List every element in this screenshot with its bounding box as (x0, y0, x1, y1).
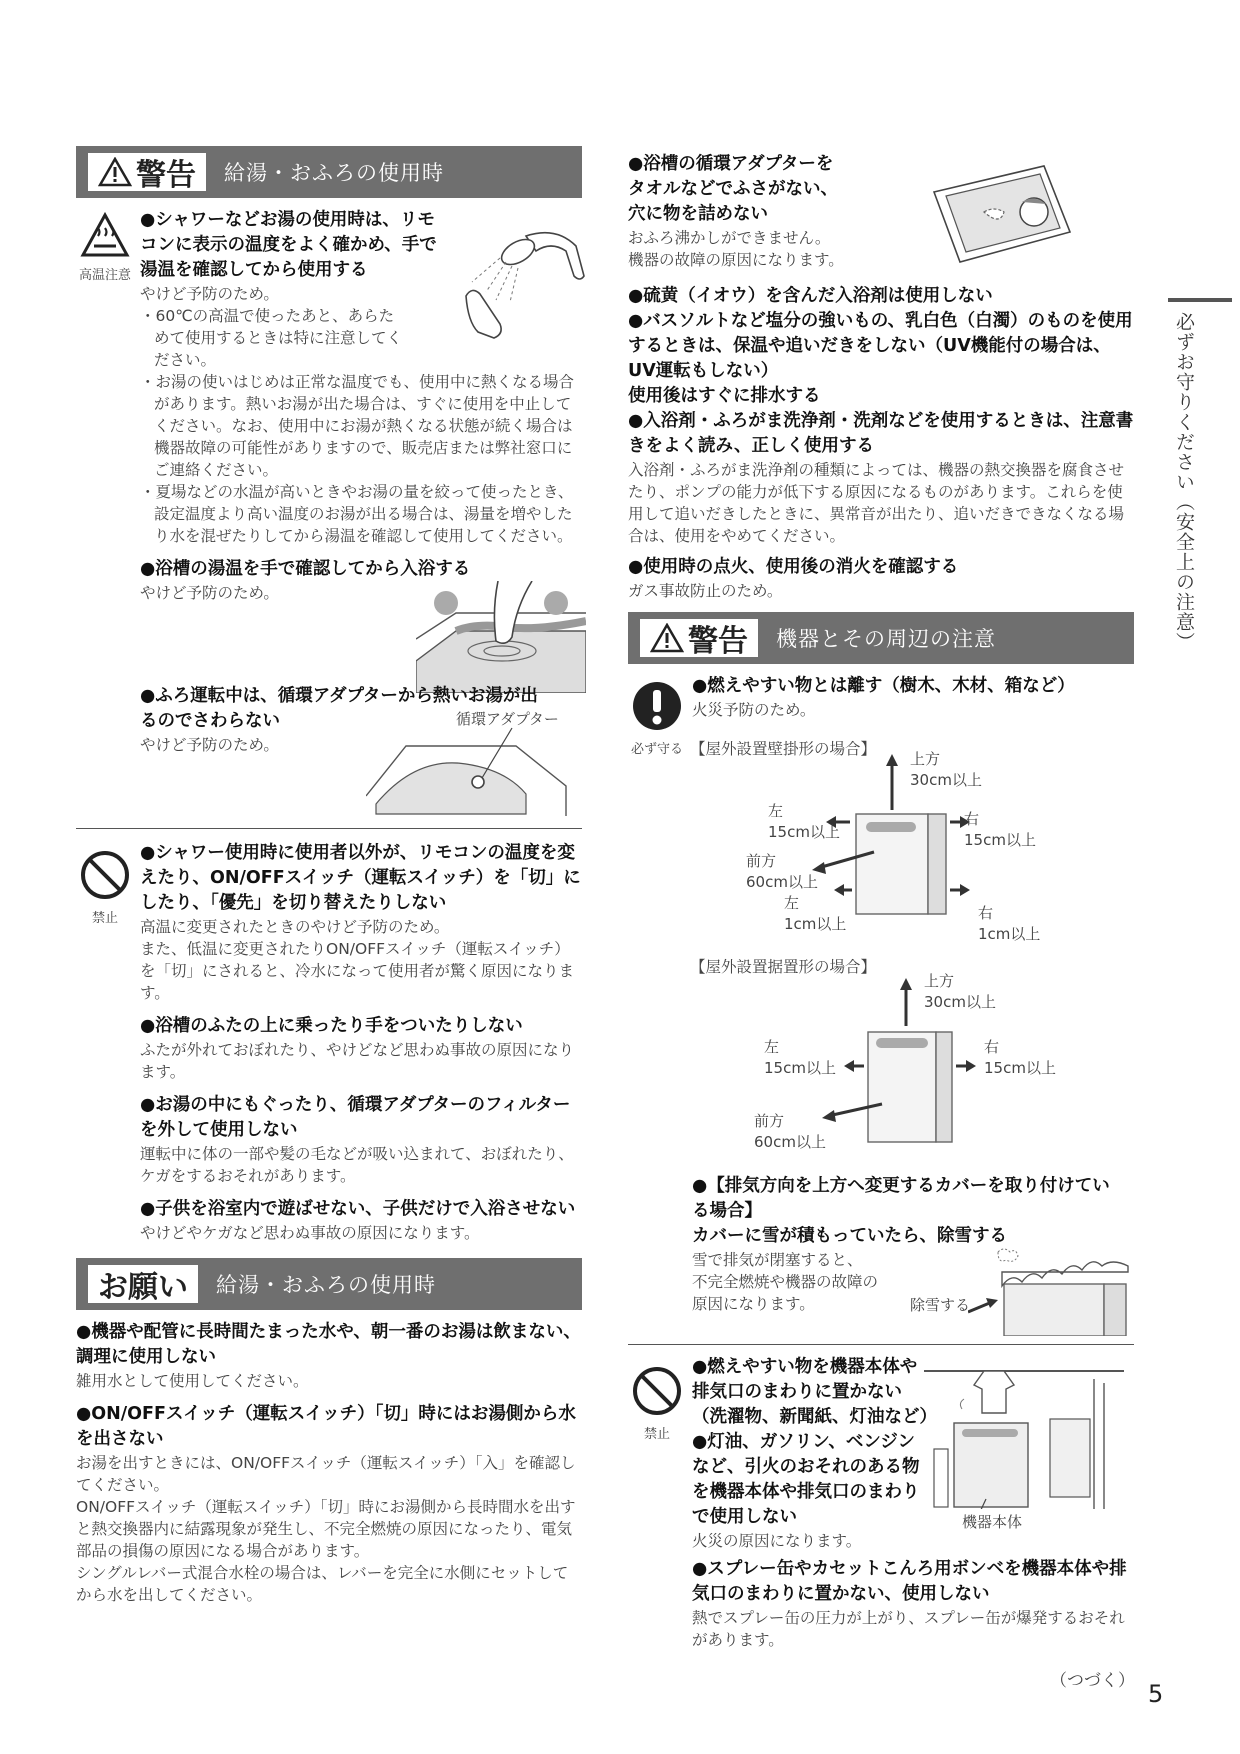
stand-right-label: 右 15cm以上 (984, 1038, 1056, 1077)
right-column (628, 152, 1134, 1651)
side-tab-bar (1168, 298, 1232, 302)
wall-caption: 【屋外設置壁掛形の場合】 (690, 740, 877, 758)
wall-front-label: 前方 60cm以上 (746, 852, 818, 891)
left-column (76, 146, 582, 1606)
mandatory-exclamation-icon (631, 680, 683, 732)
stand-front-label: 前方 60cm以上 (754, 1112, 826, 1151)
wall-left-bottom-label: 左 1cm以上 (784, 894, 847, 933)
warning-triangle-icon (650, 623, 684, 653)
warning-item-3: ●ふろ運転中は、循環アダプターから熱いお湯が出 るのでさわらない やけど予防のため。 循環アダプター (76, 684, 582, 814)
warning-tag-2: 警告 (640, 619, 758, 657)
snow-cover-illustration (968, 1246, 1138, 1336)
warning-header (76, 146, 582, 198)
laundry-near-unit-illustration (924, 1359, 1124, 1509)
section-divider-right (628, 1344, 1134, 1345)
stand-left-label: 左 15cm以上 (764, 1038, 836, 1077)
bullet-1: ・60℃の高温で使ったあと、あらた めて使用するときは特に注意してく ださい。 (140, 307, 403, 369)
hand-in-bath-illustration (416, 581, 586, 693)
request-tag: お願い (88, 1265, 198, 1303)
clearance-block: 必ず守る ●燃えやすい物とは離す（樹木、木材、箱など） 火災予防のため。 【屋外設置壁掛形の場合】 上方 30cm以上 左 15cm以上 右 15cm以上 前方 60cm以上 左 1cm以上 右 1cm以上 【屋外設置据置形の場合】 上方 30cm以上 左 15cm以上 右 15cm以上 前方 60cm以上 (628, 674, 1134, 1174)
warning-title-2: 機器とその周辺の注意 (776, 627, 996, 651)
stand-caption: 【屋外設置据置形の場合】 (690, 958, 877, 976)
prohibit-block-right: 禁止 ●燃えやすい物を機器本体や 排気口のまわりに置かない （洗濯物、新聞紙、灯油など） ●灯油、ガソリン、ベンジン など、引火のおそれのある物 を機器本体や排気口のまわり で使用しない 火災の原因になります。 機器本体 (628, 1355, 1134, 1551)
wall-right-bottom-label: 右 1cm以上 (978, 904, 1041, 943)
warning-header-2 (628, 612, 1134, 664)
prohibit-block: 禁止 ●シャワー使用時に使用者以外が、リモコンの温度を変えたり、ON/OFFスイッチ（運転スイッチ）を「切」にしたり、「優先」を切り替えたりしない 高温に変更されたときのやけど予防のため。 また、低温に変更されたりON/OFFスイッチ（運転スイッチ）を「切」にされると、冷水になって使用者が驚く原因になります。 ●浴槽のふたの上に乗ったり手をついたりしない ふたが外れておぼれたり、やけどなど思わぬ事故の原因になります。 ●お湯の中にもぐったり、循環アダプターのフィルターを外して使用しない 運転中に体の一部や髪の毛などが吸い込まれて、おぼれたり、ケガをするおそれがあります。 ●子供を浴室内で遊ばせない、子供だけで入浴させない やけどやケガなど思わぬ事故の原因になります。 (76, 841, 582, 1244)
request-items: ●機器や配管に長時間たまった水や、朝一番のお湯は飲まない、調理に使用しない 雑用水として使用してください。 ●ON/OFFスイッチ（運転スイッチ）「切」時にはお湯側から水を出さない お湯を出すときには、ON/OFFスイッチ（運転スイッチ）「入」を確認してください。 ON/OFFスイッチ（運転スイッチ）「切」時にお湯側から長時間水を出すと熱交換器内に結露現象が発生し、不完全燃焼の原因になったり、電気部品の損傷の原因になる場合があります。 シングルレバー式混合水栓の場合は、レバーを完全に水側にセットしてから水を出してください。 (76, 1322, 581, 1604)
prohibit-symbol: 禁止 (76, 849, 134, 926)
warning-title: 給湯・おふろの使用時 (224, 161, 444, 185)
high-temp-caution-icon (80, 212, 130, 258)
right-item-3: ●使用時の点火、使用後の消火を確認する ガス事故防止のため。 (628, 557, 959, 600)
request-title: 給湯・おふろの使用時 (216, 1273, 436, 1297)
request-header (76, 1258, 582, 1310)
adapter-label: 循環アダプター (456, 710, 559, 728)
warning-tag: 警告 (88, 153, 206, 191)
spray-item: ●スプレー缶やカセットこんろ用ボンベを機器本体や排気口のまわりに置かない、使用しない 熱でスプレー缶の圧力が上がり、スプレー缶が爆発するおそれがあります。 (692, 1559, 1127, 1649)
bathtub-adapter-illustration (366, 726, 586, 816)
snow-item: ●【排気方向を上方へ変更するカバーを取り付けてい る場合】 カバーに雪が積もっていたら、除雪する 雪で排気が閉塞すると、 不完全燃焼や機器の故障の 原因になります。 除雪する (628, 1174, 1134, 1336)
page-number: 5 (1148, 1680, 1164, 1708)
bullet-3: ・夏場などの水温が高いときやお湯の量を絞って使ったとき、設定温度より高い温度のお湯が出る場合は、湯量を増やしたり水を混ぜたりしてから湯温を確認して使用してください。 (140, 483, 574, 545)
must-symbol: 必ず守る (628, 680, 686, 757)
right-item-2: ●硫黄（イオウ）を含んだ入浴剤は使用しない ●バスソルトなど塩分の強いもの、乳白色（白濁）のものを使用するときは、保温や追いだきをしない（UV機能付の場合は、UV運転もしない） 使用後はすぐに排水する ●入浴剤・ふろがま洗浄剤・洗剤などを使用するときは、注意書きをよく読み、正しく使用する 入浴剤・ふろがま洗浄剤の種類によっては、機器の熱交換器を腐食させたり、ポンプの能力が低下する原因になるものがあります。これらを使用して追いだきしたときに、異常音が出たり、追いだきできなくなる場合は、使用をやめてください。 (628, 286, 1134, 545)
shower-illustration (456, 226, 586, 346)
warning-item-2: ●浴槽の湯温を手で確認してから入浴する やけど予防のため。 (76, 557, 582, 604)
stand-up-label: 上方 30cm以上 (924, 972, 996, 1011)
wall-left-label: 左 15cm以上 (768, 802, 840, 841)
prohibit-icon (79, 849, 131, 901)
right-item-1: ●浴槽の循環アダプターを タオルなどでふさがない、 穴に物を詰めない おふろ沸かしができません。 機器の故障の原因になります。 (628, 152, 1134, 276)
high-temp-symbol: 高温注意 (76, 212, 134, 283)
person-in-bath-illustration (924, 162, 1074, 266)
unit-label: 機器本体 (962, 1513, 1023, 1531)
side-tab-label: 必ずお守りください（安全上の注意） (1173, 312, 1195, 652)
wall-right-label: 右 15cm以上 (964, 810, 1036, 849)
warning-triangle-icon (98, 157, 132, 187)
snow-removal-label: 除雪する (910, 1296, 971, 1314)
wall-up-label: 上方 30cm以上 (910, 750, 982, 789)
bullet-2: ・お湯の使いはじめは正常な温度でも、使用中に熱くなる場合があります。熱いお湯が出た場合は、すぐに使用を中止してください。なお、使用中にお湯が熱くなる状態が続く場合は機器故障の可能性がありますので、販売店または弊社窓口にご連絡ください。 (140, 373, 575, 479)
section-divider (76, 828, 582, 829)
continued-label: （つづく） (1050, 1671, 1135, 1691)
prohibit-symbol-right: 禁止 (628, 1365, 686, 1442)
prohibit-icon (631, 1365, 683, 1417)
warning-item-1: 高温注意 ●シャワーなどお湯の使用時は、リモ コンに表示の温度をよく確かめ、手で 湯温を確認してから使用する やけど予防のため。 ・60℃の高温で使ったあと、あらた めて使用するときは特に注意してく ださい。 ・お湯の使いはじめは正常な温度でも、使用中に熱くなる場合があります。熱いお湯が出た場合は、すぐに使用を中止してください。なお、使用中にお湯が熱くなる状態が続く場合は機器故障の可能性がありますので、販売店または弊社窓口にご連絡ください。 ・夏場などの水温が高いときやお湯の量を絞って使ったとき、設定温度より高い温度のお湯が出る場合は、湯量を増やしたり水を混ぜたりしてから湯温を確認して使用してください。 (76, 208, 582, 547)
